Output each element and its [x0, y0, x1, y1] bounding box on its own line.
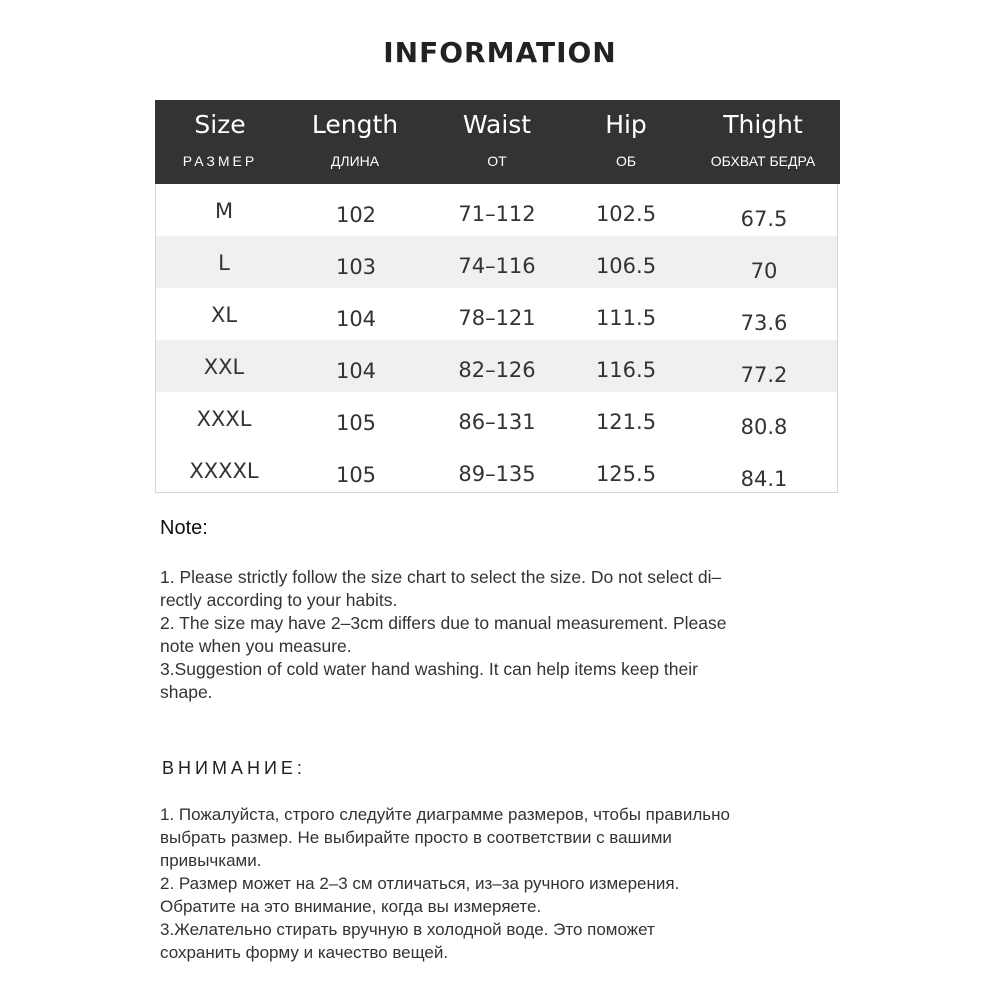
header-thight-ru: ОБХВАТ БЕДРА — [710, 153, 816, 169]
table-row — [156, 444, 837, 496]
header-thight — [693, 100, 833, 184]
cell-hip: 106.5 — [595, 254, 657, 278]
ru-note-line: привычками. — [160, 851, 262, 870]
ru-note-line: 2. Размер может на 2–3 см отличаться, из–за ручного измерения. — [160, 874, 680, 893]
cell-size: M — [214, 199, 234, 223]
cell-waist: 82–126 — [458, 358, 536, 382]
cell-length: 102 — [335, 203, 377, 227]
table-header — [155, 100, 840, 184]
header-waist-en: Waist — [462, 110, 532, 139]
header-size-en: Size — [194, 110, 246, 139]
ru-note-line: сохранить форму и качество вещей. — [160, 943, 449, 962]
cell-thight: 73.6 — [740, 311, 788, 335]
ru-note-line: 3.Желательно стирать вручную в холодной воде. Это поможет — [160, 920, 655, 939]
note-line: 1. Please strictly follow the size chart to select the size. Do not select di– — [160, 567, 722, 587]
note-body — [160, 566, 840, 704]
cell-waist: 78–121 — [458, 306, 536, 330]
cell-hip: 116.5 — [595, 358, 657, 382]
cell-hip: 111.5 — [595, 306, 657, 330]
note-line: 2. The size may have 2–3cm differs due to manual measurement. Please — [160, 613, 727, 633]
header-length — [295, 100, 415, 184]
header-length-en: Length — [311, 110, 399, 139]
header-waist — [437, 100, 557, 184]
cell-thight: 77.2 — [740, 363, 788, 387]
cell-waist: 86–131 — [458, 410, 536, 434]
header-size-ru: РАЗМЕР — [182, 153, 258, 169]
cell-hip: 125.5 — [595, 462, 657, 486]
cell-size: XXXXL — [189, 459, 259, 483]
table-row — [156, 392, 837, 444]
cell-waist: 71–112 — [458, 202, 536, 226]
header-hip-en: Hip — [605, 110, 647, 139]
size-chart-table — [155, 100, 838, 493]
ru-note-line: Обратите на это внимание, когда вы измеряете. — [160, 897, 542, 916]
cell-waist: 89–135 — [458, 462, 536, 486]
cell-thight: 84.1 — [740, 467, 788, 491]
ru-note-line: выбрать размер. Не выбирайте просто в соответствии с вашими — [160, 828, 672, 847]
cell-hip: 102.5 — [595, 202, 657, 226]
cell-length: 104 — [335, 359, 377, 383]
cell-length: 105 — [335, 411, 377, 435]
header-hip — [566, 100, 686, 184]
cell-length: 103 — [335, 255, 377, 279]
cell-waist: 74–116 — [458, 254, 536, 278]
ru-note-line: 1. Пожалуйста, строго следуйте диаграмме размеров, чтобы правильно — [160, 805, 730, 824]
cell-size: XXL — [203, 355, 245, 379]
cell-thight: 70 — [750, 259, 778, 283]
header-waist-ru: ОТ — [487, 153, 507, 169]
table-row — [156, 340, 837, 392]
note-line: shape. — [160, 682, 213, 702]
header-thight-en: Thight — [723, 110, 803, 139]
cell-size: XXXL — [196, 407, 252, 431]
note-line: 3.Suggestion of cold water hand washing. It can help items keep their — [160, 659, 698, 679]
header-hip-ru: ОБ — [615, 153, 637, 169]
header-length-ru: ДЛИНА — [330, 153, 380, 169]
cell-size: L — [218, 251, 230, 275]
table-row — [156, 288, 837, 340]
cell-length: 105 — [335, 463, 377, 487]
note-line: rectly according to your habits. — [160, 590, 398, 610]
note-line: note when you measure. — [160, 636, 352, 656]
ru-note-body — [160, 803, 860, 964]
note-heading: Note: — [160, 517, 208, 539]
table-row — [156, 184, 837, 236]
cell-size: XL — [210, 303, 238, 327]
cell-hip: 121.5 — [595, 410, 657, 434]
page-title: INFORMATION — [383, 36, 617, 69]
ru-note-heading: ВНИМАНИЕ: — [162, 758, 306, 778]
header-size — [160, 100, 280, 184]
cell-length: 104 — [335, 307, 377, 331]
cell-thight: 80.8 — [740, 415, 788, 439]
table-row — [156, 236, 837, 288]
cell-thight: 67.5 — [740, 207, 788, 231]
